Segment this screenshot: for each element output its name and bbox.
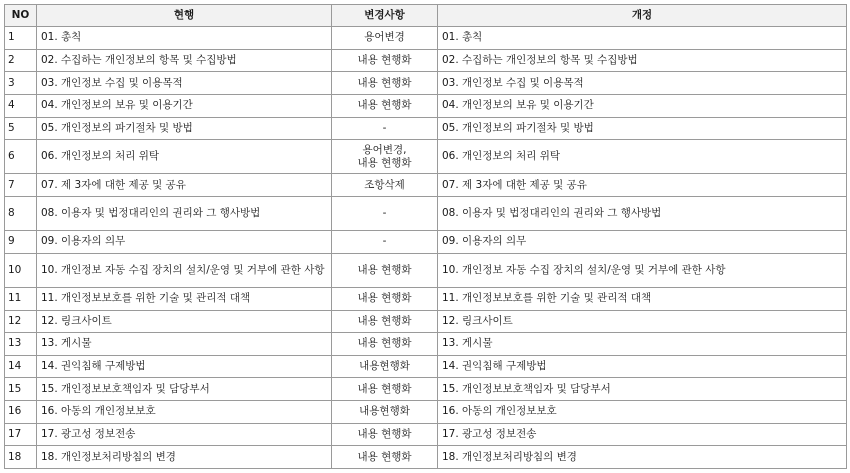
row-revised: 04. 개인정보의 보유 및 이용기간 bbox=[438, 94, 847, 117]
table-row bbox=[5, 94, 847, 117]
row-current: 17. 광고성 정보전송 bbox=[37, 423, 332, 446]
row-revised: 03. 개인정보 수집 및 이용목적 bbox=[438, 72, 847, 95]
row-revised: 11. 개인정보보호를 위한 기술 및 관리적 대책 bbox=[438, 287, 847, 310]
row-change: 용어변경, 내용 현행화 bbox=[332, 140, 438, 174]
row-current: 04. 개인정보의 보유 및 이용기간 bbox=[37, 94, 332, 117]
row-current: 12. 링크사이트 bbox=[37, 310, 332, 333]
row-change: 내용 현행화 bbox=[332, 310, 438, 333]
table-row bbox=[5, 117, 847, 140]
row-current: 13. 게시물 bbox=[37, 333, 332, 356]
row-revised: 13. 게시물 bbox=[438, 333, 847, 356]
row-no: 13 bbox=[5, 333, 37, 356]
row-revised: 08. 이용자 및 법정대리인의 권리와 그 행사방법 bbox=[438, 196, 847, 230]
table-row bbox=[5, 355, 847, 378]
row-no: 12 bbox=[5, 310, 37, 333]
row-current: 14. 권익침해 구제방법 bbox=[37, 355, 332, 378]
row-revised: 14. 권익침해 구제방법 bbox=[438, 355, 847, 378]
table-row bbox=[5, 196, 847, 230]
row-current: 10. 개인정보 자동 수집 장치의 설치/운영 및 거부에 관한 사항 bbox=[37, 253, 332, 287]
row-revised: 12. 링크사이트 bbox=[438, 310, 847, 333]
row-change: 내용 현행화 bbox=[332, 446, 438, 469]
row-no: 9 bbox=[5, 231, 37, 254]
row-change: - bbox=[332, 196, 438, 230]
row-current: 05. 개인정보의 파기절차 및 방법 bbox=[37, 117, 332, 140]
row-change: 내용 현행화 bbox=[332, 49, 438, 72]
row-change: 내용현행화 bbox=[332, 401, 438, 424]
row-no: 2 bbox=[5, 49, 37, 72]
header-no: NO bbox=[5, 5, 37, 27]
row-current: 02. 수집하는 개인정보의 항목 및 수집방법 bbox=[37, 49, 332, 72]
row-revised: 05. 개인정보의 파기절차 및 방법 bbox=[438, 117, 847, 140]
row-change: 내용 현행화 bbox=[332, 253, 438, 287]
row-change: 내용 현행화 bbox=[332, 94, 438, 117]
row-revised: 15. 개인정보보호책임자 및 담당부서 bbox=[438, 378, 847, 401]
header-change: 변경사항 bbox=[332, 5, 438, 27]
row-no: 17 bbox=[5, 423, 37, 446]
row-revised: 06. 개인정보의 처리 위탁 bbox=[438, 140, 847, 174]
row-no: 3 bbox=[5, 72, 37, 95]
table-row bbox=[5, 72, 847, 95]
row-change: 내용 현행화 bbox=[332, 333, 438, 356]
table-row bbox=[5, 333, 847, 356]
header-current: 현행 bbox=[37, 5, 332, 27]
row-no: 5 bbox=[5, 117, 37, 140]
row-change: 내용 현행화 bbox=[332, 423, 438, 446]
row-change: - bbox=[332, 231, 438, 254]
row-current: 16. 아동의 개인정보보호 bbox=[37, 401, 332, 424]
table-row bbox=[5, 231, 847, 254]
row-change: 용어변경 bbox=[332, 27, 438, 50]
row-no: 14 bbox=[5, 355, 37, 378]
row-current: 18. 개인정보처리방침의 변경 bbox=[37, 446, 332, 469]
row-current: 06. 개인정보의 처리 위탁 bbox=[37, 140, 332, 174]
table-row bbox=[5, 423, 847, 446]
row-current: 03. 개인정보 수집 및 이용목적 bbox=[37, 72, 332, 95]
row-current: 11. 개인정보보호를 위한 기술 및 관리적 대책 bbox=[37, 287, 332, 310]
row-no: 8 bbox=[5, 196, 37, 230]
table-row bbox=[5, 27, 847, 50]
privacy-policy-comparison-table bbox=[4, 4, 847, 469]
row-no: 1 bbox=[5, 27, 37, 50]
table-row bbox=[5, 401, 847, 424]
header-revised: 개정 bbox=[438, 5, 847, 27]
table-row bbox=[5, 174, 847, 197]
row-no: 16 bbox=[5, 401, 37, 424]
row-change: - bbox=[332, 117, 438, 140]
row-no: 15 bbox=[5, 378, 37, 401]
header-row bbox=[5, 5, 847, 27]
table-row bbox=[5, 310, 847, 333]
row-change: 내용현행화 bbox=[332, 355, 438, 378]
row-no: 7 bbox=[5, 174, 37, 197]
row-no: 4 bbox=[5, 94, 37, 117]
table-row bbox=[5, 140, 847, 174]
table-row bbox=[5, 253, 847, 287]
row-no: 10 bbox=[5, 253, 37, 287]
row-change: 내용 현행화 bbox=[332, 287, 438, 310]
row-current: 07. 제 3자에 대한 제공 및 공유 bbox=[37, 174, 332, 197]
row-revised: 17. 광고성 정보전송 bbox=[438, 423, 847, 446]
table-row bbox=[5, 446, 847, 469]
row-current: 15. 개인정보보호책임자 및 담당부서 bbox=[37, 378, 332, 401]
table-row bbox=[5, 287, 847, 310]
row-change: 조항삭제 bbox=[332, 174, 438, 197]
row-revised: 02. 수집하는 개인정보의 항목 및 수집방법 bbox=[438, 49, 847, 72]
row-change: 내용 현행화 bbox=[332, 72, 438, 95]
row-revised: 07. 제 3자에 대한 제공 및 공유 bbox=[438, 174, 847, 197]
row-revised: 16. 아동의 개인정보보호 bbox=[438, 401, 847, 424]
table-row bbox=[5, 378, 847, 401]
row-revised: 18. 개인정보처리방침의 변경 bbox=[438, 446, 847, 469]
row-revised: 01. 총칙 bbox=[438, 27, 847, 50]
row-current: 08. 이용자 및 법정대리인의 권리와 그 행사방법 bbox=[37, 196, 332, 230]
row-revised: 10. 개인정보 자동 수집 장치의 설치/운영 및 거부에 관한 사항 bbox=[438, 253, 847, 287]
row-change: 내용 현행화 bbox=[332, 378, 438, 401]
row-no: 6 bbox=[5, 140, 37, 174]
row-no: 11 bbox=[5, 287, 37, 310]
row-no: 18 bbox=[5, 446, 37, 469]
row-current: 09. 이용자의 의무 bbox=[37, 231, 332, 254]
row-current: 01. 총칙 bbox=[37, 27, 332, 50]
row-revised: 09. 이용자의 의무 bbox=[438, 231, 847, 254]
table-row bbox=[5, 49, 847, 72]
